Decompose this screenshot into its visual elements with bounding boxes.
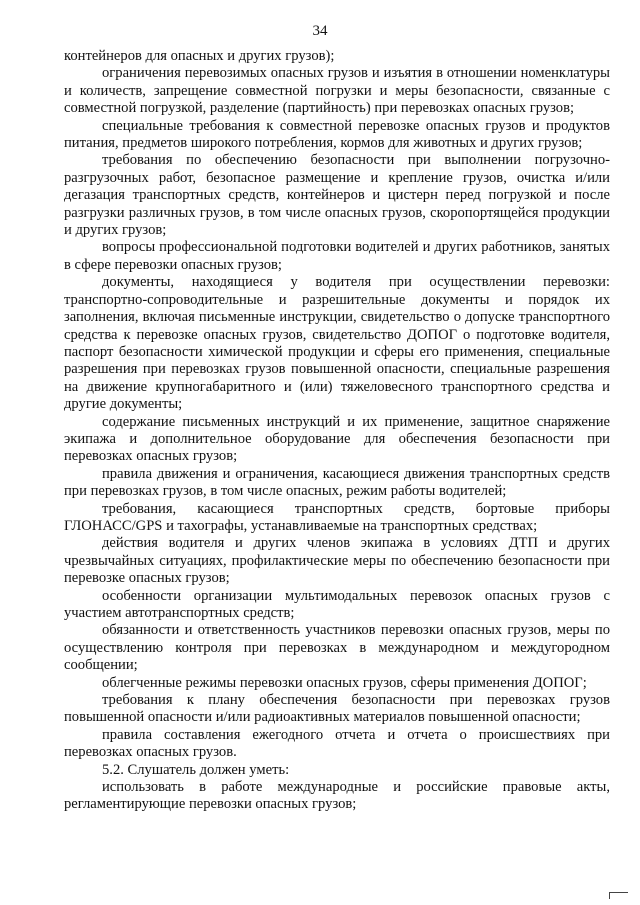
paragraph: требования к плану обеспечения безопасности при перевозках грузов повышенной опасности и/или радиоактивных материалов повышенной опасности; xyxy=(64,692,610,726)
paragraph: правила составления ежегодного отчета и отчета о происшествиях при перевозках опасных грузов. xyxy=(64,726,610,761)
paragraph: ограничения перевозимых опасных грузов и изъятия в отношении номенклатуры и количеств, запрещение совместной погрузки и меры безопасности, связанные с совместной погрузкой, разделение (партийность) при перевозках опасных грузов; xyxy=(64,65,610,117)
paragraph: вопросы профессиональной подготовки водителей и других работников, занятых в сфере перевозки опасных грузов; xyxy=(64,239,610,273)
paragraph: документы, находящиеся у водителя при осуществлении перевозки: транспортно-сопроводительные и разрешительные документы и порядок их заполнения, включая письменные инструкции, свидетельство о допуске транспортного средства к перевозке опасных грузов, свидетельство ДОПОГ о подготовке водителя, паспорт безопасности химической продукции и сферы его применения, специальные разрешения при перевозках грузов повышенной опасности, специальные разрешения на движение крупногабаритного и (или) тяжеловесного транспортного средства и другие документы; xyxy=(64,274,610,413)
paragraph: правила движения и ограничения, касающиеся движения транспортных средств при перевозках грузов, в том числе опасных, режим работы водителей; xyxy=(64,465,610,500)
paragraph: использовать в работе международные и российские правовые акты, регламентирующие перевозки опасных грузов; xyxy=(64,779,610,813)
paragraph: контейнеров для опасных и других грузов); xyxy=(64,48,335,64)
paragraph: действия водителя и других членов экипажа в условиях ДТП и других чрезвычайных ситуациях, профилактические меры по обеспечению безопасности при перевозке опасных грузов; xyxy=(64,535,610,587)
paragraph: облегченные режимы перевозки опасных грузов, сферы применения ДОПОГ; xyxy=(102,674,587,691)
paragraph: содержание письменных инструкций и их применение, защитное снаряжение экипажа и дополнительное оборудование для обеспечения безопасности при перевозках опасных грузов; xyxy=(64,413,610,465)
paragraph: обязанности и ответственность участников перевозки опасных грузов, меры по осуществлению контроля при перевозках в международном и междугородном сообщении; xyxy=(64,622,610,674)
paragraph: требования, касающиеся транспортных средств, бортовые приборы ГЛОНАСС/GPS и тахографы, устанавливаемые на транспортных средствах; xyxy=(64,500,610,534)
paragraph: специальные требования к совместной перевозке опасных грузов и продуктов питания, предметов широкого потребления, кормов для животных и других грузов; xyxy=(64,117,610,152)
paragraph: требования по обеспечению безопасности при выполнении погрузочно-разгрузочных работ, безопасное размещение и крепление грузов, очистка и/или дегазация транспортных средств, контейнеров и цистерн перед погрузкой и после разгрузки различных грузов, в том числе опасных грузов, скоропортящейся продукции и других грузов; xyxy=(64,152,610,239)
section-heading: 5.2. Слушатель должен уметь: xyxy=(102,761,290,778)
paragraph: особенности организации мультимодальных перевозок опасных грузов с участием автотранспортных средств; xyxy=(64,587,610,621)
body-text xyxy=(64,48,610,814)
scan-corner-mark xyxy=(609,892,628,899)
page-number: 34 xyxy=(312,23,328,39)
